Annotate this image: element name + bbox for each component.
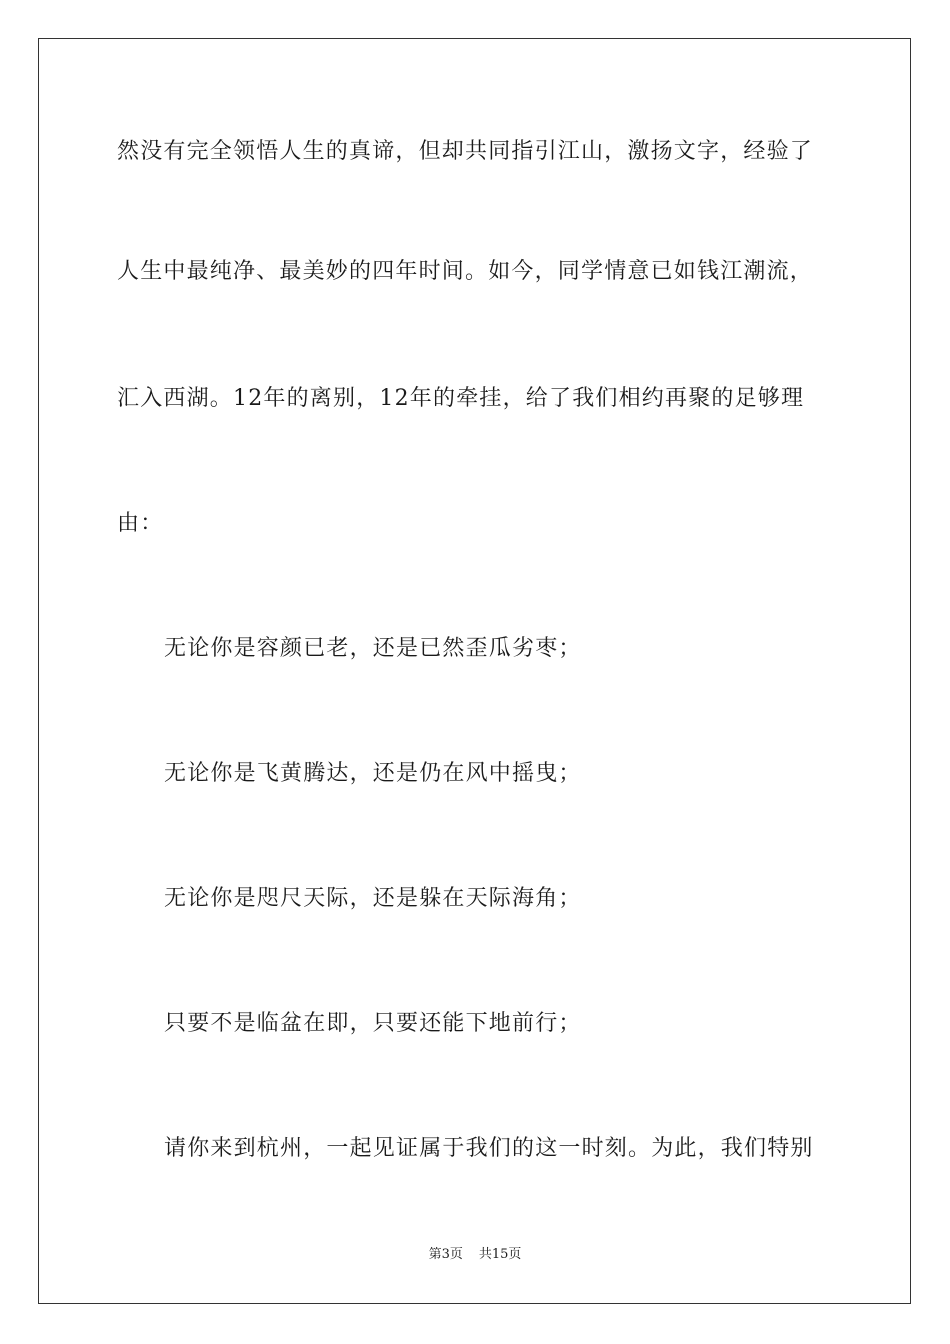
page-border — [38, 38, 911, 1304]
body-line-2: 人生中最纯净、最美妙的四年时间。如今，同学情意已如钱江潮流， — [117, 259, 814, 284]
page-number-total: 共15页 — [478, 1247, 522, 1262]
page-number-current: 第3页 — [428, 1247, 463, 1262]
body-line-6: 无论你是飞黄腾达，还是仍在风中摇曳； — [164, 761, 582, 786]
body-line-9: 请你来到杭州，一起见证属于我们的这一时刻。为此，我们特别 — [164, 1136, 814, 1161]
body-line-3: 汇入西湖。12年的离别，12年的牵挂，给了我们相约再聚的足够理 — [117, 386, 805, 411]
body-line-4: 由： — [117, 511, 164, 536]
body-line-8: 只要不是临盆在即，只要还能下地前行； — [164, 1011, 582, 1036]
page-footer — [0, 1246, 950, 1264]
body-line-7: 无论你是咫尺天际，还是躲在天际海角； — [164, 886, 582, 911]
body-line-5: 无论你是容颜已老，还是已然歪瓜劣枣； — [164, 636, 582, 661]
body-line-1: 然没有完全领悟人生的真谛，但却共同指引江山，激扬文字，经验了 — [117, 139, 814, 164]
